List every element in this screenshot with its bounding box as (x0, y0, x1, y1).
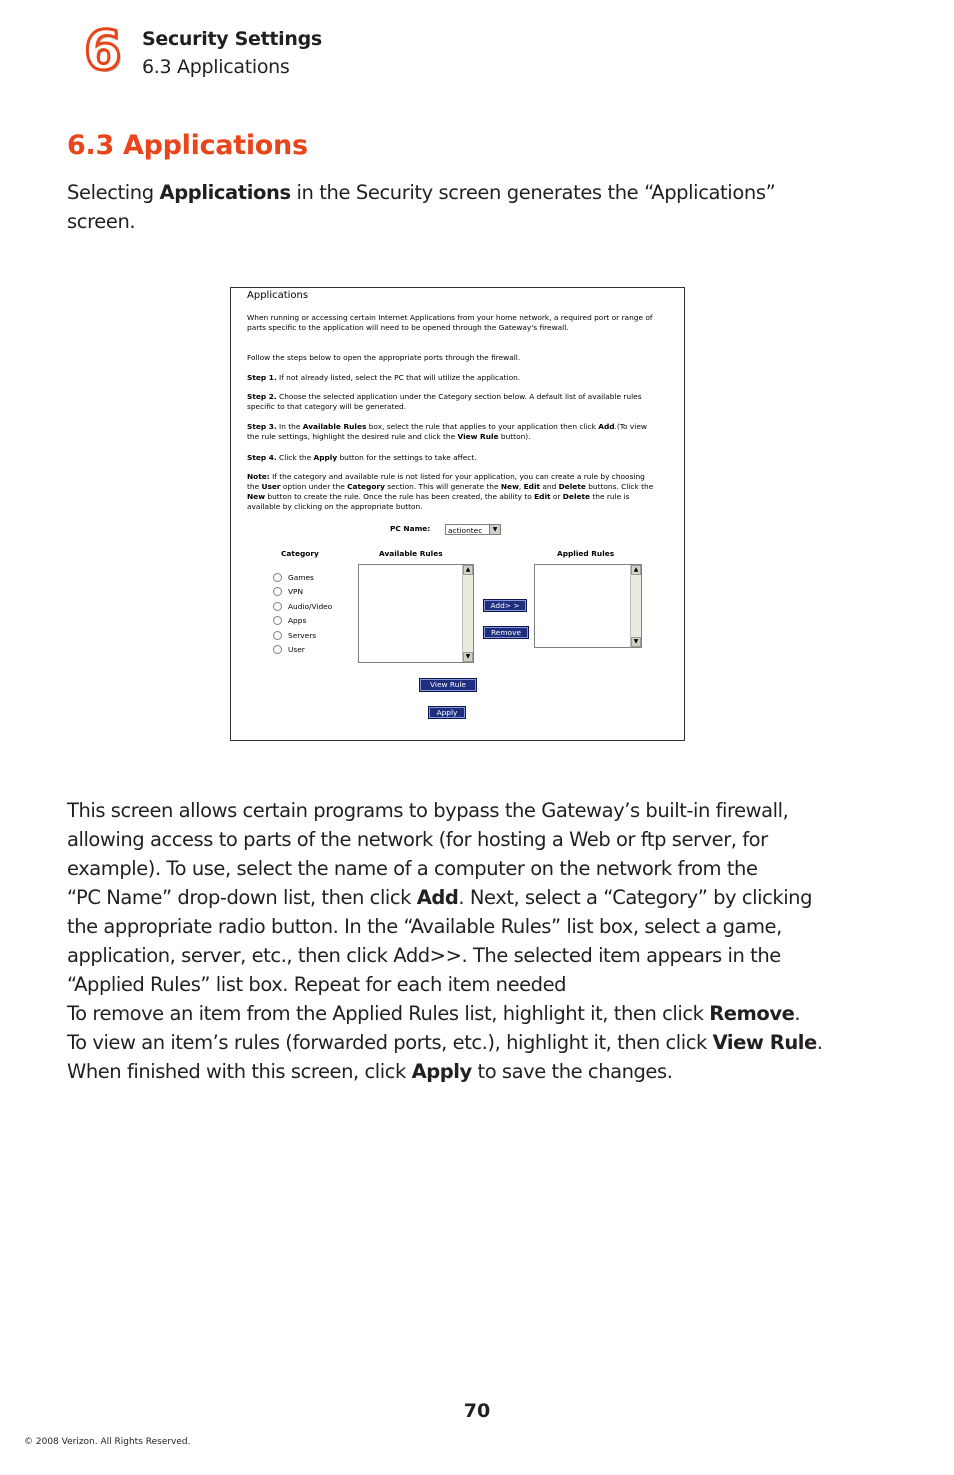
note-bold: New (247, 492, 266, 501)
body-line (67, 883, 847, 912)
step-2-label: Step 2. (247, 392, 277, 401)
note-bold: User (261, 482, 281, 491)
step-3-text: box, select the rule that applies to your application then click (366, 422, 599, 431)
step-2 (247, 392, 657, 412)
category-label: Audio/Video (288, 601, 333, 611)
section-heading: 6.3 Applications (67, 130, 308, 161)
category-option-servers[interactable] (273, 629, 316, 641)
applications-screenshot (230, 287, 685, 741)
body-text: “PC Name” drop-down list, then click (67, 886, 417, 909)
step-1 (247, 373, 657, 383)
body-bold: Apply (411, 1060, 472, 1083)
category-label: User (288, 644, 305, 654)
step-3-bold: View Rule (457, 432, 499, 441)
category-option-vpn[interactable] (273, 585, 303, 597)
category-option-apps[interactable] (273, 614, 306, 626)
scroll-down-icon[interactable]: ▼ (463, 652, 473, 662)
available-rules-listbox[interactable] (358, 564, 474, 663)
note-text: or (550, 492, 563, 501)
copyright-notice: © 2008 Verizon. All Rights Reserved. (24, 1437, 191, 1447)
pc-name-value: actiontec (448, 526, 483, 535)
pc-name-dropdown[interactable] (445, 524, 501, 535)
body-text: When finished with this screen, click (67, 1060, 412, 1083)
step-4 (247, 453, 657, 463)
step-4-label: Step 4. (247, 453, 277, 462)
radio-button[interactable] (273, 631, 282, 640)
note-label: Note: (247, 472, 270, 481)
step-4-bold: Apply (313, 453, 338, 462)
category-label: Servers (288, 630, 317, 640)
body-text: . Next, select a “Category” by clicking (458, 886, 813, 909)
scroll-up-icon[interactable]: ▲ (463, 565, 473, 575)
body-text: . (794, 1002, 801, 1025)
note-bold: New (500, 482, 519, 491)
body-line: example). To use, select the name of a computer on the network from the (67, 857, 758, 880)
note-text: and (540, 482, 559, 491)
category-label: Games (288, 572, 314, 582)
intro-text: in the Security screen generates the “Applications” screen. (67, 181, 776, 233)
category-header: Category (281, 549, 319, 558)
step-4-text: Click the (276, 453, 314, 462)
note-text: button to create the rule. Once the rule has been created, the ability to (265, 492, 535, 501)
body-paragraph (67, 796, 847, 1086)
step-3-bold: Available Rules (302, 422, 367, 431)
note-text: option under the (280, 482, 348, 491)
section-breadcrumb: 6.3 Applications (142, 56, 290, 78)
intro-text: Selecting (67, 181, 160, 204)
applied-rules-listbox[interactable] (534, 564, 642, 648)
step-3-label: Step 3. (247, 422, 277, 431)
chevron-down-icon[interactable]: ▼ (489, 525, 500, 534)
note-bold: Category (347, 482, 385, 491)
category-option-user[interactable] (273, 643, 305, 655)
note-text: section. This will generate the (384, 482, 501, 491)
body-line: “Applied Rules” list box. Repeat for each item needed (67, 973, 567, 996)
note-bold: Delete (562, 492, 591, 501)
step-4-text: button for the settings to take affect. (337, 453, 477, 462)
radio-button[interactable] (273, 602, 282, 611)
step-3-text: button). (498, 432, 531, 441)
note-text: If the category and available rule is not listed for your application, you can create a rule by choosing the (247, 472, 645, 491)
applied-rules-header: Applied Rules (557, 549, 615, 558)
note-bold: Edit (534, 492, 551, 501)
scrollbar[interactable] (462, 565, 473, 662)
available-rules-header: Available Rules (379, 549, 443, 558)
category-label: VPN (288, 586, 304, 596)
screenshot-steps-intro: Follow the steps below to open the appropriate ports through the firewall. (247, 353, 521, 362)
category-option-audio-video[interactable] (273, 600, 332, 612)
note-bold: Delete (558, 482, 586, 491)
step-3-text: In the (276, 422, 303, 431)
screenshot-note (247, 472, 657, 512)
step-3-text: .(To view the rule settings, highlight the desired rule and click the (247, 422, 647, 441)
scroll-down-icon[interactable]: ▼ (631, 637, 641, 647)
body-line: allowing access to parts of the network (for hosting a Web or ftp server, for (67, 828, 768, 851)
step-3 (247, 422, 657, 442)
scrollbar[interactable] (630, 565, 641, 647)
body-line (67, 1028, 847, 1057)
body-text: To remove an item from the Applied Rules list, highlight it, then click (67, 1002, 710, 1025)
note-text: , (518, 482, 524, 491)
view-rule-button[interactable]: View Rule (420, 679, 476, 691)
apply-button[interactable]: Apply (429, 707, 465, 718)
category-label: Apps (288, 615, 307, 625)
radio-button[interactable] (273, 616, 282, 625)
category-option-games[interactable] (273, 571, 314, 583)
body-line (67, 999, 847, 1028)
screenshot-intro: When running or accessing certain Internet Applications from your home network, a required port or range of parts specific to the application will need to be opened through the Gateway's firewall. (247, 313, 653, 332)
radio-button[interactable] (273, 645, 282, 654)
intro-bold: Applications (159, 181, 291, 204)
body-line: application, server, etc., then click Add>>. The selected item appears in the (67, 944, 781, 967)
page-number: 70 (463, 1400, 491, 1422)
body-line: the appropriate radio button. In the “Available Rules” list box, select a game, (67, 915, 782, 938)
remove-button[interactable]: Remove (484, 627, 528, 638)
radio-button[interactable] (273, 573, 282, 582)
chapter-number: 6 (84, 19, 122, 82)
body-text: to save the changes. (471, 1060, 673, 1083)
step-1-text: If not already listed, select the PC that will utilize the application. (276, 373, 521, 382)
body-text: . (816, 1031, 823, 1054)
pc-name-label: PC Name: (390, 524, 431, 533)
body-text: To view an item’s rules (forwarded ports, etc.), highlight it, then click (67, 1031, 713, 1054)
scroll-up-icon[interactable]: ▲ (631, 565, 641, 575)
step-2-text: Choose the selected application under the Category section below. A default list of available rules specific to that category will be generated. (247, 392, 642, 411)
screenshot-title: Applications (247, 290, 309, 301)
add-button[interactable]: Add> > (484, 600, 526, 611)
intro-paragraph (67, 178, 827, 236)
body-line: This screen allows certain programs to bypass the Gateway’s built-in firewall, (67, 799, 789, 822)
note-text: the rule is available by clicking on the appropriate button. (247, 492, 630, 511)
note-bold: Edit (523, 482, 541, 491)
body-bold: Remove (709, 1002, 795, 1025)
step-3-bold: Add (598, 422, 615, 431)
body-line (67, 1057, 847, 1086)
body-bold: Add (416, 886, 459, 909)
note-text: buttons. Click the (585, 482, 654, 491)
body-bold: View Rule (712, 1031, 817, 1054)
step-1-label: Step 1. (247, 373, 277, 382)
chapter-title: Security Settings (142, 28, 322, 50)
radio-button[interactable] (273, 587, 282, 596)
